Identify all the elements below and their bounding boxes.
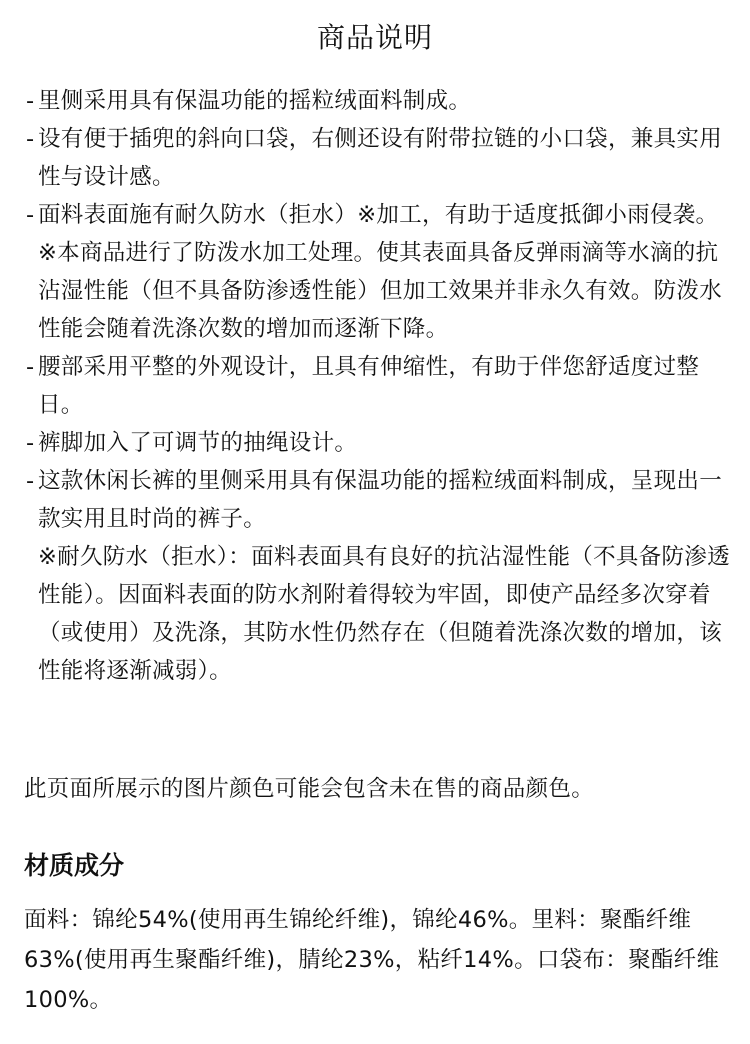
bullet-marker: - bbox=[26, 202, 35, 228]
bullet-marker: - bbox=[26, 126, 35, 152]
color-disclaimer: 此页面所展示的图片颜色可能会包含未在售的商品颜色。 bbox=[24, 776, 595, 802]
feature-text: 这款休闲长裤的里侧采用具有保温功能的摇粒绒面料制成，呈现出一款实用且时尚的裤子。 bbox=[38, 468, 723, 532]
feature-text: 腰部采用平整的外观设计，且具有伸缩性，有助于伴您舒适度过整日。 bbox=[38, 354, 700, 418]
water-repellent-note: ※耐久防水（拒水）：面料表面具有良好的抗沾湿性能（不具备防渗透性能）。因面料表面的防水剂附着得较为牢固，即使产品经多次穿着（或使用）及洗涤，其防水性仍然存在（但随着洗涤次数的增加，该性能将逐渐减弱）。 bbox=[38, 544, 730, 684]
bullet-marker: - bbox=[26, 468, 35, 494]
feature-text: 里侧采用具有保温功能的摇粒绒面料制成。 bbox=[38, 88, 472, 114]
page-title: 商品说明 bbox=[316, 21, 433, 54]
feature-item bbox=[26, 196, 730, 348]
feature-text: 面料表面施有耐久防水（拒水）※加工，有助于适度抵御小雨侵袭。※本商品进行了防泼水加工处理。使其表面具备反弹雨滴等水滴的抗沾湿性能（但不具备防渗透性能）但加工效果并非永久有效。防泼水性能会随着洗涤次数的增加而逐渐下降。 bbox=[38, 202, 723, 342]
feature-item bbox=[26, 348, 730, 424]
bullet-marker: - bbox=[26, 88, 35, 114]
material-composition: 面料：锦纶54%(使用再生锦纶纤维)，锦纶46%。里料：聚酯纤维63%(使用再生聚酯纤维)，腈纶23%，粘纤14%。口袋布：聚酯纤维100%。 bbox=[24, 907, 720, 1013]
feature-list bbox=[26, 82, 730, 690]
feature-item bbox=[26, 120, 730, 196]
feature-text: 裤脚加入了可调节的抽绳设计。 bbox=[38, 430, 358, 456]
feature-item bbox=[26, 82, 730, 120]
material-heading: 材质成分 bbox=[24, 851, 125, 880]
feature-text: 设有便于插兜的斜向口袋，右侧还设有附带拉链的小口袋，兼具实用性与设计感。 bbox=[38, 126, 723, 190]
feature-item bbox=[26, 462, 730, 538]
feature-item bbox=[26, 424, 730, 462]
bullet-marker: - bbox=[26, 354, 35, 380]
bullet-marker: - bbox=[26, 430, 35, 456]
